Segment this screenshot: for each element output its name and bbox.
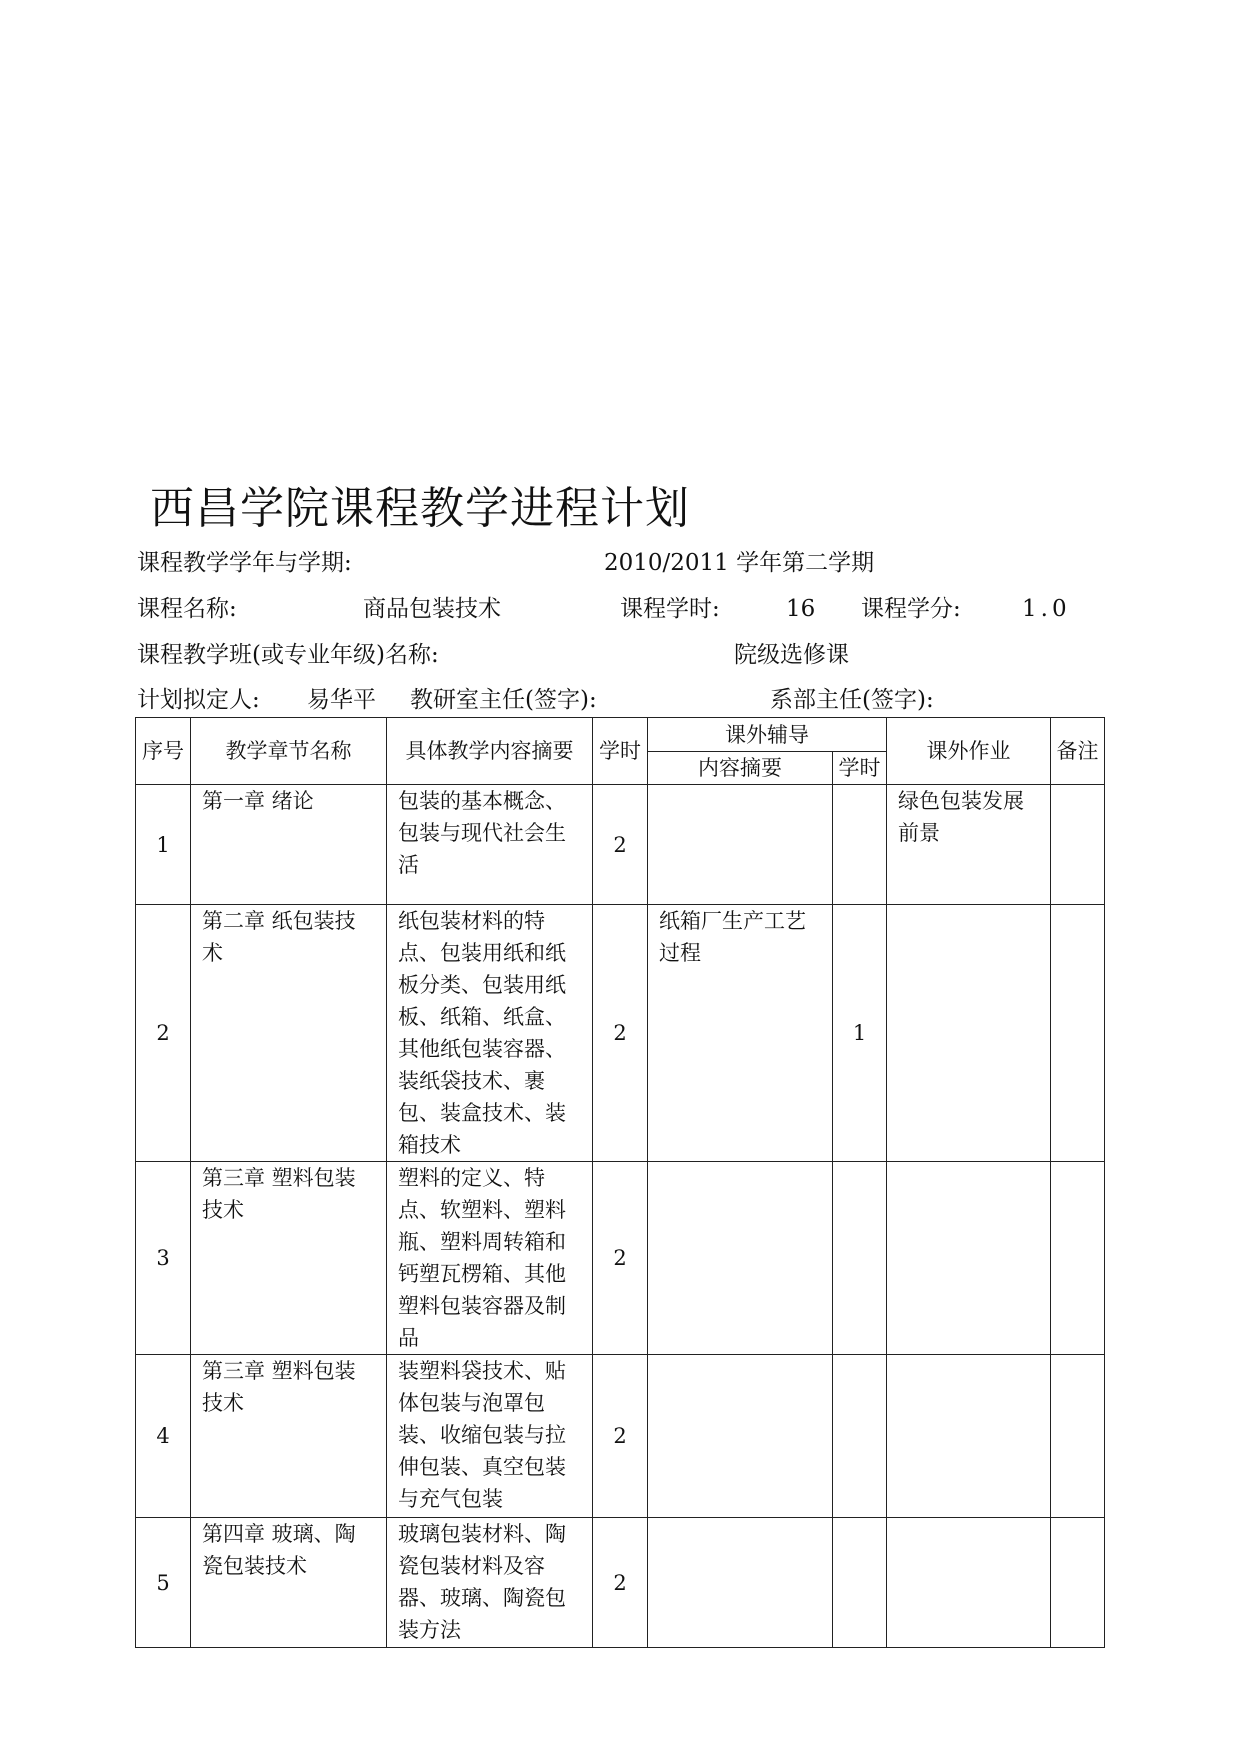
header-tutoring-content: 内容摘要 [648, 752, 833, 785]
row-hours: 2 [593, 905, 648, 1162]
row-content: 包装的基本概念、包装与现代社会生活 [387, 785, 593, 905]
table-row [136, 1355, 1105, 1518]
row-tutoring-hours [833, 1162, 887, 1355]
header-content: 具体教学内容摘要 [387, 718, 593, 785]
row-no: 5 [136, 1518, 191, 1648]
row-remarks [1051, 1518, 1105, 1648]
row-content: 纸包装材料的特点、包装用纸和纸板分类、包装用纸板、纸箱、纸盒、其他纸包装容器、装纸袋技术、裹包、装盒技术、装箱技术 [387, 905, 593, 1162]
row-chapter: 第三章 塑料包装技术 [191, 1162, 387, 1355]
class-value: 院级选修课 [734, 642, 849, 668]
row-content: 装塑料袋技术、贴体包装与泡罩包装、收缩包装与拉伸包装、真空包装与充气包装 [387, 1355, 593, 1518]
term-value: 2010/2011 学年第二学期 [604, 550, 875, 576]
row-no: 2 [136, 905, 191, 1162]
row-no: 1 [136, 785, 191, 905]
row-homework [887, 905, 1051, 1162]
dept-head-signature-label: 系部主任(签字): [770, 687, 934, 713]
row-tutoring-content [648, 1162, 833, 1355]
header-no: 序号 [136, 718, 191, 785]
row-chapter: 第二章 纸包装技术 [191, 905, 387, 1162]
row-tutoring-content [648, 1355, 833, 1518]
row-no: 3 [136, 1162, 191, 1355]
row-tutoring-hours [833, 1355, 887, 1518]
row-remarks [1051, 785, 1105, 905]
header-hours: 学时 [593, 718, 648, 785]
row-content: 玻璃包装材料、陶瓷包装材料及容器、玻璃、陶瓷包装方法 [387, 1518, 593, 1648]
row-homework: 绿色包装发展前景 [887, 785, 1051, 905]
course-credits-label: 课程学分: [861, 596, 961, 622]
row-tutoring-hours: 1 [833, 905, 887, 1162]
row-chapter: 第一章 绪论 [191, 785, 387, 905]
row-content: 塑料的定义、特点、软塑料、塑料瓶、塑料周转箱和钙塑瓦楞箱、其他塑料包装容器及制品 [387, 1162, 593, 1355]
row-tutoring-hours [833, 785, 887, 905]
row-homework [887, 1162, 1051, 1355]
course-hours-value: 16 [786, 596, 816, 622]
header-homework: 课外作业 [887, 718, 1051, 785]
row-hours: 2 [593, 1355, 648, 1518]
header-tutoring-hours: 学时 [833, 752, 887, 785]
table-row [136, 1518, 1105, 1648]
planner-value: 易华平 [307, 687, 376, 713]
row-hours: 2 [593, 1518, 648, 1648]
table-row [136, 785, 1105, 905]
row-homework [887, 1355, 1051, 1518]
header-remarks: 备注 [1051, 718, 1105, 785]
header-tutoring: 课外辅导 [648, 718, 887, 752]
header-chapter: 教学章节名称 [191, 718, 387, 785]
table-row [136, 1162, 1105, 1355]
teaching-plan-table [135, 717, 1105, 1648]
row-tutoring-hours [833, 1518, 887, 1648]
row-no: 4 [136, 1355, 191, 1518]
office-head-signature-label: 教研室主任(签字): [410, 687, 597, 713]
row-remarks [1051, 905, 1105, 1162]
row-remarks [1051, 1355, 1105, 1518]
row-chapter: 第三章 塑料包装技术 [191, 1355, 387, 1518]
row-hours: 2 [593, 1162, 648, 1355]
planner-label: 计划拟定人: [137, 687, 260, 713]
document-title: 西昌学院课程教学进程计划 [150, 483, 690, 534]
term-label: 课程教学学年与学期: [137, 550, 352, 576]
row-remarks [1051, 1162, 1105, 1355]
row-tutoring-content [648, 785, 833, 905]
row-hours: 2 [593, 785, 648, 905]
class-label: 课程教学班(或专业年级)名称: [137, 642, 439, 668]
row-homework [887, 1518, 1051, 1648]
row-chapter: 第四章 玻璃、陶瓷包装技术 [191, 1518, 387, 1648]
course-credits-value: 1.0 [1022, 596, 1071, 622]
course-name-value: 商品包装技术 [363, 596, 501, 622]
course-hours-label: 课程学时: [620, 596, 720, 622]
course-name-label: 课程名称: [137, 596, 237, 622]
table-row [136, 905, 1105, 1162]
row-tutoring-content: 纸箱厂生产工艺过程 [648, 905, 833, 1162]
row-tutoring-content [648, 1518, 833, 1648]
